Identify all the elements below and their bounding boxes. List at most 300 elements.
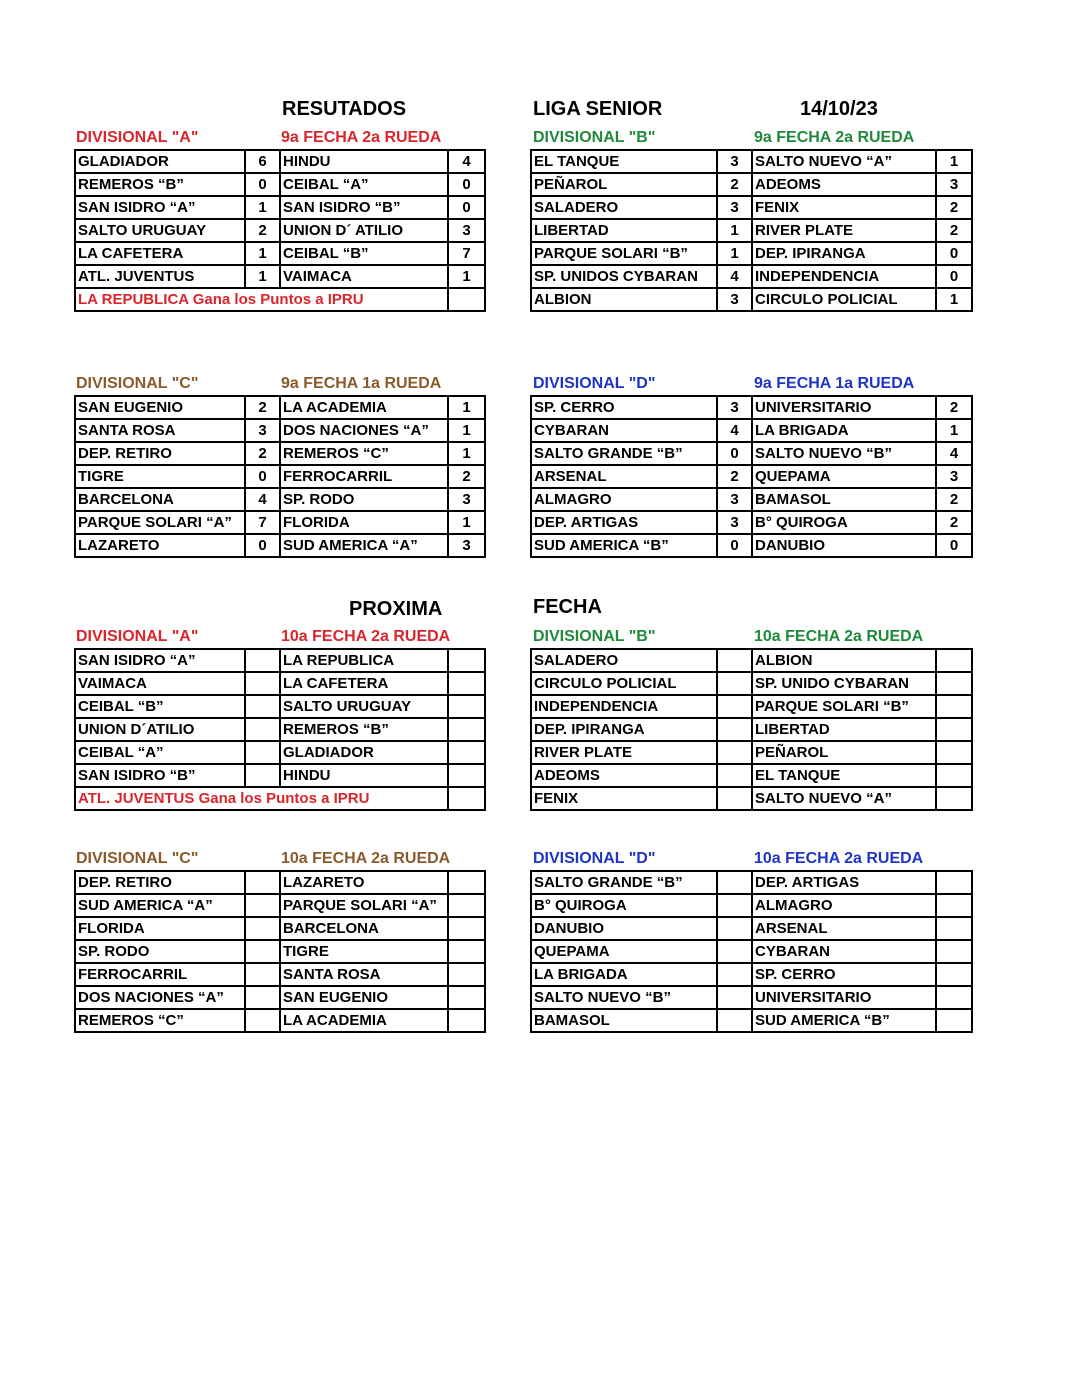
away-team: EL TANQUE [752, 764, 936, 787]
away-team: ARSENAL [752, 917, 936, 940]
results-c-division: DIVISIONAL "C" [76, 375, 199, 392]
home-team: FLORIDA [75, 917, 245, 940]
results-b-round: 9a FECHA 2a RUEDA [754, 129, 915, 146]
away-score-empty [448, 894, 485, 917]
away-team: SAN ISIDRO “B” [280, 196, 448, 219]
away-score-empty [448, 764, 485, 787]
away-team: SUD AMERICA “B” [752, 1009, 936, 1032]
away-score: 3 [936, 465, 972, 488]
home-team: ALBION [531, 288, 717, 311]
away-team: UNIVERSITARIO [752, 396, 936, 419]
results-d-table [530, 395, 973, 558]
table-row [75, 649, 485, 672]
results-c-table [74, 395, 486, 558]
home-score-empty [245, 764, 280, 787]
away-score: 2 [936, 219, 972, 242]
away-score: 1 [448, 442, 485, 465]
home-team: LAZARETO [75, 534, 245, 557]
away-team: INDEPENDENCIA [752, 265, 936, 288]
away-score-empty [936, 764, 972, 787]
home-score-empty [717, 695, 752, 718]
table-row [531, 511, 972, 534]
away-score-empty [448, 672, 485, 695]
home-team: ALMAGRO [531, 488, 717, 511]
table-row [75, 672, 485, 695]
away-team: DOS NACIONES “A” [280, 419, 448, 442]
results-d-round: 9a FECHA 1a RUEDA [754, 375, 915, 392]
away-team: QUEPAMA [752, 465, 936, 488]
home-team: SP. UNIDOS CYBARAN [531, 265, 717, 288]
away-score-empty [936, 940, 972, 963]
home-team: SAN ISIDRO “A” [75, 649, 245, 672]
home-team: SANTA ROSA [75, 419, 245, 442]
away-score-empty [936, 963, 972, 986]
table-row [531, 265, 972, 288]
away-team: LA BRIGADA [752, 419, 936, 442]
table-row [75, 442, 485, 465]
away-team: PARQUE SOLARI “A” [280, 894, 448, 917]
table-row [75, 265, 485, 288]
table-row [531, 764, 972, 787]
home-score: 4 [717, 265, 752, 288]
home-team: SAN EUGENIO [75, 396, 245, 419]
table-row [531, 150, 972, 173]
away-team: SANTA ROSA [280, 963, 448, 986]
table-row [531, 419, 972, 442]
home-team: LA CAFETERA [75, 242, 245, 265]
results-c-round: 9a FECHA 1a RUEDA [281, 375, 442, 392]
away-team: FLORIDA [280, 511, 448, 534]
table-row [75, 695, 485, 718]
next-title: PROXIMA [349, 598, 443, 620]
points-note: LA REPUBLICA Gana los Puntos a IPRU [75, 288, 448, 311]
away-team: PARQUE SOLARI “B” [752, 695, 936, 718]
table-row [75, 219, 485, 242]
home-score: 3 [245, 419, 280, 442]
note-row [75, 787, 485, 810]
next-d-division: DIVISIONAL "D" [533, 850, 656, 867]
away-team: RIVER PLATE [752, 219, 936, 242]
next-b-round: 10a FECHA 2a RUEDA [754, 628, 924, 645]
table-row [531, 894, 972, 917]
away-score-empty [936, 695, 972, 718]
table-row [75, 963, 485, 986]
home-score-empty [717, 963, 752, 986]
home-score-empty [245, 1009, 280, 1032]
table-row [531, 649, 972, 672]
away-score: 0 [936, 534, 972, 557]
home-score-empty [717, 764, 752, 787]
results-a-division: DIVISIONAL "A" [76, 129, 199, 146]
away-score: 3 [936, 173, 972, 196]
home-team: DEP. RETIRO [75, 442, 245, 465]
home-score-empty [717, 894, 752, 917]
away-team: DEP. ARTIGAS [752, 871, 936, 894]
away-team: TIGRE [280, 940, 448, 963]
home-team: CEIBAL “A” [75, 741, 245, 764]
table-row [75, 1009, 485, 1032]
next-d-round: 10a FECHA 2a RUEDA [754, 850, 924, 867]
away-score-empty [936, 649, 972, 672]
table-row [531, 196, 972, 219]
away-team: CIRCULO POLICIAL [752, 288, 936, 311]
table-row [75, 764, 485, 787]
table-row [75, 465, 485, 488]
home-team: SP. RODO [75, 940, 245, 963]
away-score-empty [448, 986, 485, 1009]
table-row [531, 695, 972, 718]
home-team: CIRCULO POLICIAL [531, 672, 717, 695]
away-score: 3 [448, 534, 485, 557]
home-score: 4 [245, 488, 280, 511]
note-score-empty [448, 787, 485, 810]
table-row [531, 488, 972, 511]
home-score: 2 [245, 219, 280, 242]
home-score-empty [717, 718, 752, 741]
away-score-empty [936, 741, 972, 764]
home-team: FERROCARRIL [75, 963, 245, 986]
away-score-empty [936, 1009, 972, 1032]
date-label: 14/10/23 [800, 98, 878, 120]
away-team: LA REPUBLICA [280, 649, 448, 672]
home-score: 0 [245, 465, 280, 488]
away-score-empty [936, 986, 972, 1009]
results-title: RESUTADOS [282, 98, 407, 120]
home-team: PARQUE SOLARI “A” [75, 511, 245, 534]
away-score-empty [448, 741, 485, 764]
table-row [75, 150, 485, 173]
table-row [75, 940, 485, 963]
home-score: 3 [717, 396, 752, 419]
home-score-empty [717, 986, 752, 1009]
table-row [75, 511, 485, 534]
home-score-empty [717, 649, 752, 672]
away-team: CEIBAL “A” [280, 173, 448, 196]
table-row [531, 288, 972, 311]
table-row [531, 242, 972, 265]
away-team: LAZARETO [280, 871, 448, 894]
home-team: DEP. RETIRO [75, 871, 245, 894]
home-team: BAMASOL [531, 1009, 717, 1032]
away-team: LA ACADEMIA [280, 396, 448, 419]
away-team: SUD AMERICA “A” [280, 534, 448, 557]
away-team: HINDU [280, 764, 448, 787]
home-score-empty [245, 917, 280, 940]
table-row [75, 894, 485, 917]
table-row [531, 718, 972, 741]
results-a-table [74, 149, 486, 312]
home-team: INDEPENDENCIA [531, 695, 717, 718]
home-team: B° QUIROGA [531, 894, 717, 917]
note-row [75, 288, 485, 311]
table-row [75, 917, 485, 940]
away-team: B° QUIROGA [752, 511, 936, 534]
home-score: 0 [717, 534, 752, 557]
away-score-empty [448, 940, 485, 963]
next-b-table [530, 648, 973, 811]
table-row [531, 787, 972, 810]
note-score-empty [448, 288, 485, 311]
home-team: DOS NACIONES “A” [75, 986, 245, 1009]
home-team: LA BRIGADA [531, 963, 717, 986]
home-team: SALADERO [531, 196, 717, 219]
away-team: GLADIADOR [280, 741, 448, 764]
away-score-empty [936, 917, 972, 940]
home-score: 0 [245, 173, 280, 196]
next-d-table [530, 870, 973, 1033]
home-score: 0 [245, 534, 280, 557]
home-team: DEP. ARTIGAS [531, 511, 717, 534]
home-score-empty [245, 871, 280, 894]
table-row [531, 871, 972, 894]
home-score: 0 [717, 442, 752, 465]
home-score: 3 [717, 288, 752, 311]
table-row [531, 396, 972, 419]
away-score-empty [936, 718, 972, 741]
home-score-empty [717, 787, 752, 810]
table-row [75, 534, 485, 557]
home-score-empty [245, 672, 280, 695]
table-row [531, 1009, 972, 1032]
home-team: CEIBAL “B” [75, 695, 245, 718]
home-team: FENIX [531, 787, 717, 810]
away-team: FERROCARRIL [280, 465, 448, 488]
away-score-empty [448, 649, 485, 672]
home-score: 1 [245, 196, 280, 219]
table-row [531, 940, 972, 963]
home-score: 7 [245, 511, 280, 534]
home-score-empty [245, 649, 280, 672]
away-score: 4 [448, 150, 485, 173]
table-row [531, 219, 972, 242]
home-score-empty [717, 940, 752, 963]
home-score: 2 [717, 465, 752, 488]
away-team: UNIVERSITARIO [752, 986, 936, 1009]
home-team: PEÑAROL [531, 173, 717, 196]
home-score: 6 [245, 150, 280, 173]
away-score: 1 [448, 419, 485, 442]
home-team: SP. CERRO [531, 396, 717, 419]
away-team: SALTO URUGUAY [280, 695, 448, 718]
away-score-empty [448, 718, 485, 741]
away-team: CEIBAL “B” [280, 242, 448, 265]
away-team: REMEROS “C” [280, 442, 448, 465]
results-b-division: DIVISIONAL "B" [533, 129, 656, 146]
home-team: BARCELONA [75, 488, 245, 511]
table-row [75, 173, 485, 196]
table-row [75, 196, 485, 219]
away-team: SP. UNIDO CYBARAN [752, 672, 936, 695]
home-team: REMEROS “C” [75, 1009, 245, 1032]
home-score-empty [245, 695, 280, 718]
home-score: 3 [717, 488, 752, 511]
table-row [531, 465, 972, 488]
table-row [75, 871, 485, 894]
table-row [75, 741, 485, 764]
results-a-round: 9a FECHA 2a RUEDA [281, 129, 442, 146]
away-score: 0 [936, 242, 972, 265]
away-team: ADEOMS [752, 173, 936, 196]
table-row [531, 917, 972, 940]
home-team: VAIMACA [75, 672, 245, 695]
home-score-empty [245, 986, 280, 1009]
home-team: UNION D´ATILIO [75, 718, 245, 741]
home-team: PARQUE SOLARI “B” [531, 242, 717, 265]
table-row [531, 534, 972, 557]
home-team: TIGRE [75, 465, 245, 488]
next-c-round: 10a FECHA 2a RUEDA [281, 850, 451, 867]
next-a-round: 10a FECHA 2a RUEDA [281, 628, 451, 645]
home-team: SALTO URUGUAY [75, 219, 245, 242]
table-row [75, 488, 485, 511]
home-score-empty [717, 672, 752, 695]
home-score: 4 [717, 419, 752, 442]
away-score: 3 [448, 219, 485, 242]
away-team: ALBION [752, 649, 936, 672]
away-team: SP. CERRO [752, 963, 936, 986]
league-title: LIGA SENIOR [533, 98, 663, 120]
home-score-empty [717, 917, 752, 940]
away-team: SAN EUGENIO [280, 986, 448, 1009]
table-row [531, 672, 972, 695]
home-team: SUD AMERICA “A” [75, 894, 245, 917]
home-team: SUD AMERICA “B” [531, 534, 717, 557]
away-team: CYBARAN [752, 940, 936, 963]
home-score: 1 [245, 265, 280, 288]
away-team: DANUBIO [752, 534, 936, 557]
away-team: ALMAGRO [752, 894, 936, 917]
results-d-division: DIVISIONAL "D" [533, 375, 656, 392]
away-score-empty [936, 787, 972, 810]
home-team: EL TANQUE [531, 150, 717, 173]
away-score: 1 [936, 150, 972, 173]
home-team: REMEROS “B” [75, 173, 245, 196]
away-score: 1 [936, 288, 972, 311]
away-team: SALTO NUEVO “B” [752, 442, 936, 465]
home-team: CYBARAN [531, 419, 717, 442]
away-team: FENIX [752, 196, 936, 219]
away-score-empty [448, 695, 485, 718]
away-team: BARCELONA [280, 917, 448, 940]
table-row [531, 986, 972, 1009]
away-score: 1 [936, 419, 972, 442]
away-team: SALTO NUEVO “A” [752, 787, 936, 810]
home-score: 1 [717, 219, 752, 242]
away-team: SALTO NUEVO “A” [752, 150, 936, 173]
home-score: 1 [717, 242, 752, 265]
away-score: 3 [448, 488, 485, 511]
away-score: 2 [936, 196, 972, 219]
table-row [75, 419, 485, 442]
home-team: SALTO GRANDE “B” [531, 871, 717, 894]
next-c-division: DIVISIONAL "C" [76, 850, 199, 867]
away-score-empty [448, 871, 485, 894]
away-score-empty [448, 963, 485, 986]
home-team: SAN ISIDRO “A” [75, 196, 245, 219]
away-score: 0 [936, 265, 972, 288]
away-score: 0 [448, 196, 485, 219]
home-score: 3 [717, 196, 752, 219]
away-team: LIBERTAD [752, 718, 936, 741]
table-row [531, 173, 972, 196]
away-team: LA ACADEMIA [280, 1009, 448, 1032]
away-team: UNION D´ ATILIO [280, 219, 448, 242]
home-team: DEP. IPIRANGA [531, 718, 717, 741]
home-score-empty [245, 963, 280, 986]
next-b-division: DIVISIONAL "B" [533, 628, 656, 645]
away-score: 2 [936, 396, 972, 419]
away-score: 0 [448, 173, 485, 196]
away-team: PEÑAROL [752, 741, 936, 764]
home-score-empty [717, 871, 752, 894]
table-row [75, 718, 485, 741]
home-score-empty [245, 894, 280, 917]
away-score: 4 [936, 442, 972, 465]
home-score: 2 [245, 442, 280, 465]
home-score-empty [245, 741, 280, 764]
home-score: 1 [245, 242, 280, 265]
home-team: SALTO GRANDE “B” [531, 442, 717, 465]
away-team: VAIMACA [280, 265, 448, 288]
home-team: SALTO NUEVO “B” [531, 986, 717, 1009]
table-row [75, 986, 485, 1009]
away-team: HINDU [280, 150, 448, 173]
away-score: 1 [448, 265, 485, 288]
away-score: 7 [448, 242, 485, 265]
points-note: ATL. JUVENTUS Gana los Puntos a IPRU [75, 787, 448, 810]
home-team: RIVER PLATE [531, 741, 717, 764]
away-score: 1 [448, 511, 485, 534]
results-b-table [530, 149, 973, 312]
table-row [531, 442, 972, 465]
table-row [75, 396, 485, 419]
away-team: DEP. IPIRANGA [752, 242, 936, 265]
away-score: 1 [448, 396, 485, 419]
fecha-title: FECHA [533, 596, 602, 618]
away-score-empty [448, 1009, 485, 1032]
away-score-empty [448, 917, 485, 940]
next-c-table [74, 870, 486, 1033]
away-team: REMEROS “B” [280, 718, 448, 741]
home-score-empty [717, 1009, 752, 1032]
home-score-empty [245, 940, 280, 963]
home-score: 3 [717, 511, 752, 534]
home-team: GLADIADOR [75, 150, 245, 173]
home-team: DANUBIO [531, 917, 717, 940]
away-score-empty [936, 672, 972, 695]
next-a-division: DIVISIONAL "A" [76, 628, 199, 645]
table-row [531, 963, 972, 986]
home-score: 3 [717, 150, 752, 173]
home-team: ADEOMS [531, 764, 717, 787]
away-score: 2 [936, 511, 972, 534]
home-team: SAN ISIDRO “B” [75, 764, 245, 787]
table-row [531, 741, 972, 764]
home-team: QUEPAMA [531, 940, 717, 963]
home-team: SALADERO [531, 649, 717, 672]
home-score: 2 [717, 173, 752, 196]
next-a-table [74, 648, 486, 811]
home-score: 2 [245, 396, 280, 419]
table-row [75, 242, 485, 265]
home-team: ARSENAL [531, 465, 717, 488]
away-score-empty [936, 894, 972, 917]
home-score-empty [245, 718, 280, 741]
home-score-empty [717, 741, 752, 764]
away-score: 2 [448, 465, 485, 488]
home-team: ATL. JUVENTUS [75, 265, 245, 288]
away-team: BAMASOL [752, 488, 936, 511]
